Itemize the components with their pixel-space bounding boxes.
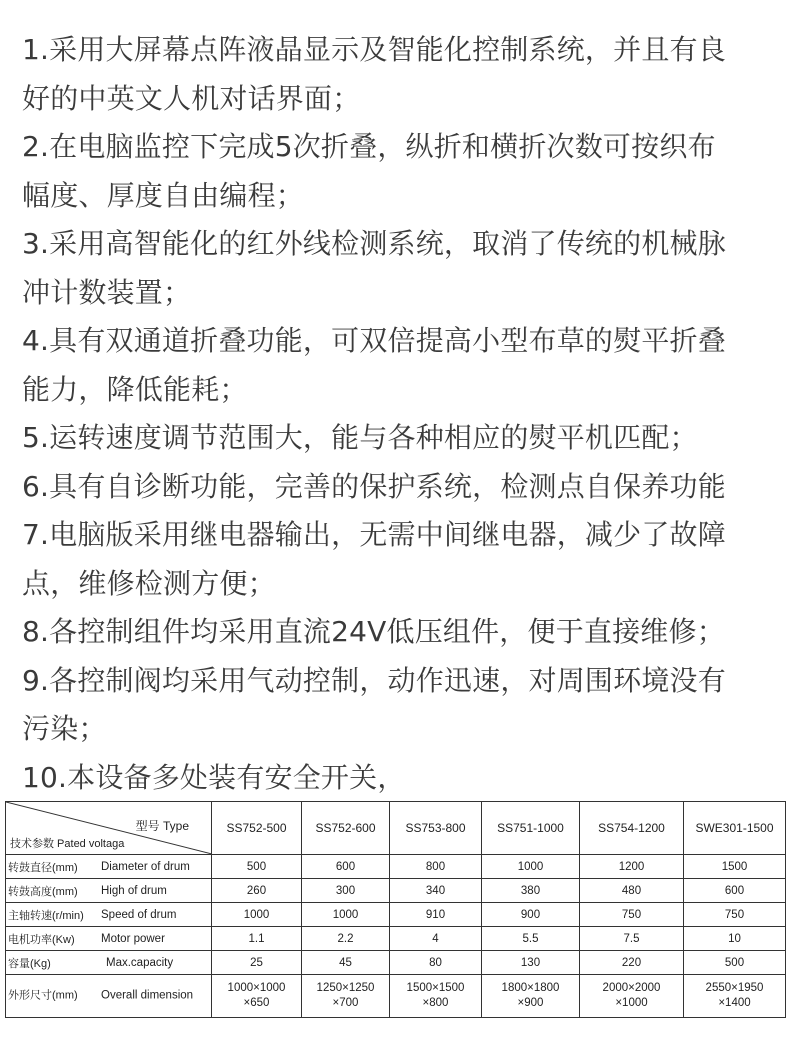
dimension-line: ×700 <box>332 997 359 1009</box>
row-label-zh: 容量(Kg) <box>8 957 51 970</box>
table-cell: 340 <box>390 879 482 903</box>
dimension-line: ×800 <box>422 997 449 1009</box>
dimension-line: 1800×1800 <box>501 982 560 994</box>
corner-param-label: 技术参数 Pated voltaga <box>10 838 125 850</box>
row-label-zh: 转鼓直径(mm) <box>8 861 78 874</box>
table-cell: 480 <box>580 879 684 903</box>
corner-type-label: 型号 Type <box>135 819 189 833</box>
dimension-line: 2000×2000 <box>602 982 661 994</box>
table-row <box>6 975 786 1018</box>
table-cell: 25 <box>212 951 302 975</box>
table-cell: 5.5 <box>482 927 580 951</box>
table-cell: 600 <box>684 879 786 903</box>
dimension-line: ×1000 <box>615 997 648 1009</box>
row-label-zh: 转鼓高度(mm) <box>8 885 78 898</box>
table-cell: 500 <box>212 855 302 879</box>
table-cell: 260 <box>212 879 302 903</box>
feature-list <box>22 26 782 802</box>
dimension-line: 1000×1000 <box>227 982 286 994</box>
table-cell: 1500 <box>684 855 786 879</box>
feature-line: 7.电脑版采用继电器输出，无需中间继电器，减少了故障 <box>22 518 726 551</box>
table-cell: 1.1 <box>212 927 302 951</box>
dimension-line: 1500×1500 <box>406 982 465 994</box>
model-header: SS753-800 <box>390 802 482 855</box>
feature-line: 10.本设备多处装有安全开关， <box>22 760 406 794</box>
feature-line: 点，维修检测方便； <box>22 566 276 600</box>
feature-line: 1.采用大屏幕点阵液晶显示及智能化控制系统，并且有良 <box>22 33 726 66</box>
feature-line: 冲计数装置； <box>22 275 192 309</box>
table-cell: 600 <box>302 855 390 879</box>
feature-line: 5.运转速度调节范围大，能与各种相应的熨平机匹配； <box>22 421 698 454</box>
table-cell: 220 <box>580 951 684 975</box>
table-cell: 380 <box>482 879 580 903</box>
row-label <box>6 879 212 903</box>
table-cell: 130 <box>482 951 580 975</box>
table-row <box>6 879 786 903</box>
table-cell: 1000 <box>482 855 580 879</box>
feature-line: 6.具有自诊断功能，完善的保护系统，检测点自保养功能 <box>22 469 726 503</box>
table-row <box>6 927 786 951</box>
table-cell <box>482 975 580 1018</box>
feature-line: 能力，降低能耗； <box>22 372 248 406</box>
table-cell: 10 <box>684 927 786 951</box>
table-cell: 1000 <box>212 903 302 927</box>
feature-line: 3.采用高智能化的红外线检测系统，取消了传统的机械脉 <box>22 227 726 260</box>
dimension-line: 2550×1950 <box>705 982 764 994</box>
row-label-zh: 电机功率(Kw) <box>8 933 75 946</box>
table-cell: 1200 <box>580 855 684 879</box>
row-label <box>6 927 212 951</box>
row-label-en: Motor power <box>101 932 165 945</box>
row-label <box>6 855 212 879</box>
model-header: SS752-600 <box>302 802 390 855</box>
dimension-line: ×900 <box>517 997 544 1009</box>
spec-table <box>5 801 786 1018</box>
table-row <box>6 903 786 927</box>
model-header: SS754-1200 <box>580 802 684 855</box>
table-cell: 7.5 <box>580 927 684 951</box>
dimension-line: ×1400 <box>718 997 751 1009</box>
row-label-en: High of drum <box>101 884 167 897</box>
feature-line: 好的中英文人机对话界面； <box>22 81 361 115</box>
table-cell: 910 <box>390 903 482 927</box>
table-header-row <box>6 802 786 855</box>
table-row <box>6 951 786 975</box>
feature-line: 幅度、厚度自由编程； <box>22 178 305 212</box>
model-header: SWE301-1500 <box>684 802 786 855</box>
table-cell: 2.2 <box>302 927 390 951</box>
feature-line: 污染； <box>22 712 107 745</box>
table-cell <box>302 975 390 1018</box>
table-cell <box>684 975 786 1018</box>
feature-line: 2.在电脑监控下完成5次折叠，纵折和横折次数可按织布 <box>22 130 716 163</box>
table-cell: 900 <box>482 903 580 927</box>
dimension-line: ×650 <box>243 997 270 1009</box>
row-label <box>6 951 212 975</box>
table-cell <box>580 975 684 1018</box>
table-cell: 80 <box>390 951 482 975</box>
table-cell: 4 <box>390 927 482 951</box>
table-cell: 1000 <box>302 903 390 927</box>
row-label-en: Overall dimension <box>101 989 194 1002</box>
table-cell: 300 <box>302 879 390 903</box>
model-header: SS752-500 <box>212 802 302 855</box>
table-cell <box>390 975 482 1018</box>
table-cell: 45 <box>302 951 390 975</box>
row-label <box>6 903 212 927</box>
row-label-en: Max.capacity <box>106 956 174 969</box>
model-header: SS751-1000 <box>482 802 580 855</box>
row-label-zh: 主轴转速(r/min) <box>8 909 84 922</box>
dimension-line: 1250×1250 <box>316 982 375 994</box>
feature-line: 9.各控制阀均采用气动控制，动作迅速，对周围环境没有 <box>22 663 726 697</box>
row-label-en: Speed of drum <box>101 908 177 921</box>
feature-line: 4.具有双通道折叠功能，可双倍提高小型布草的熨平折叠 <box>22 324 726 357</box>
row-label-zh: 外形尺寸(mm) <box>8 989 78 1002</box>
table-row <box>6 855 786 879</box>
table-cell: 750 <box>580 903 684 927</box>
table-cell: 500 <box>684 951 786 975</box>
row-label <box>6 975 212 1018</box>
row-label-en: Diameter of drum <box>101 860 190 873</box>
table-cell: 800 <box>390 855 482 879</box>
table-cell <box>212 975 302 1018</box>
table-cell: 750 <box>684 903 786 927</box>
feature-line: 8.各控制组件均采用直流24V低压组件，便于直接维修； <box>22 615 725 648</box>
table-corner-cell <box>6 802 212 855</box>
